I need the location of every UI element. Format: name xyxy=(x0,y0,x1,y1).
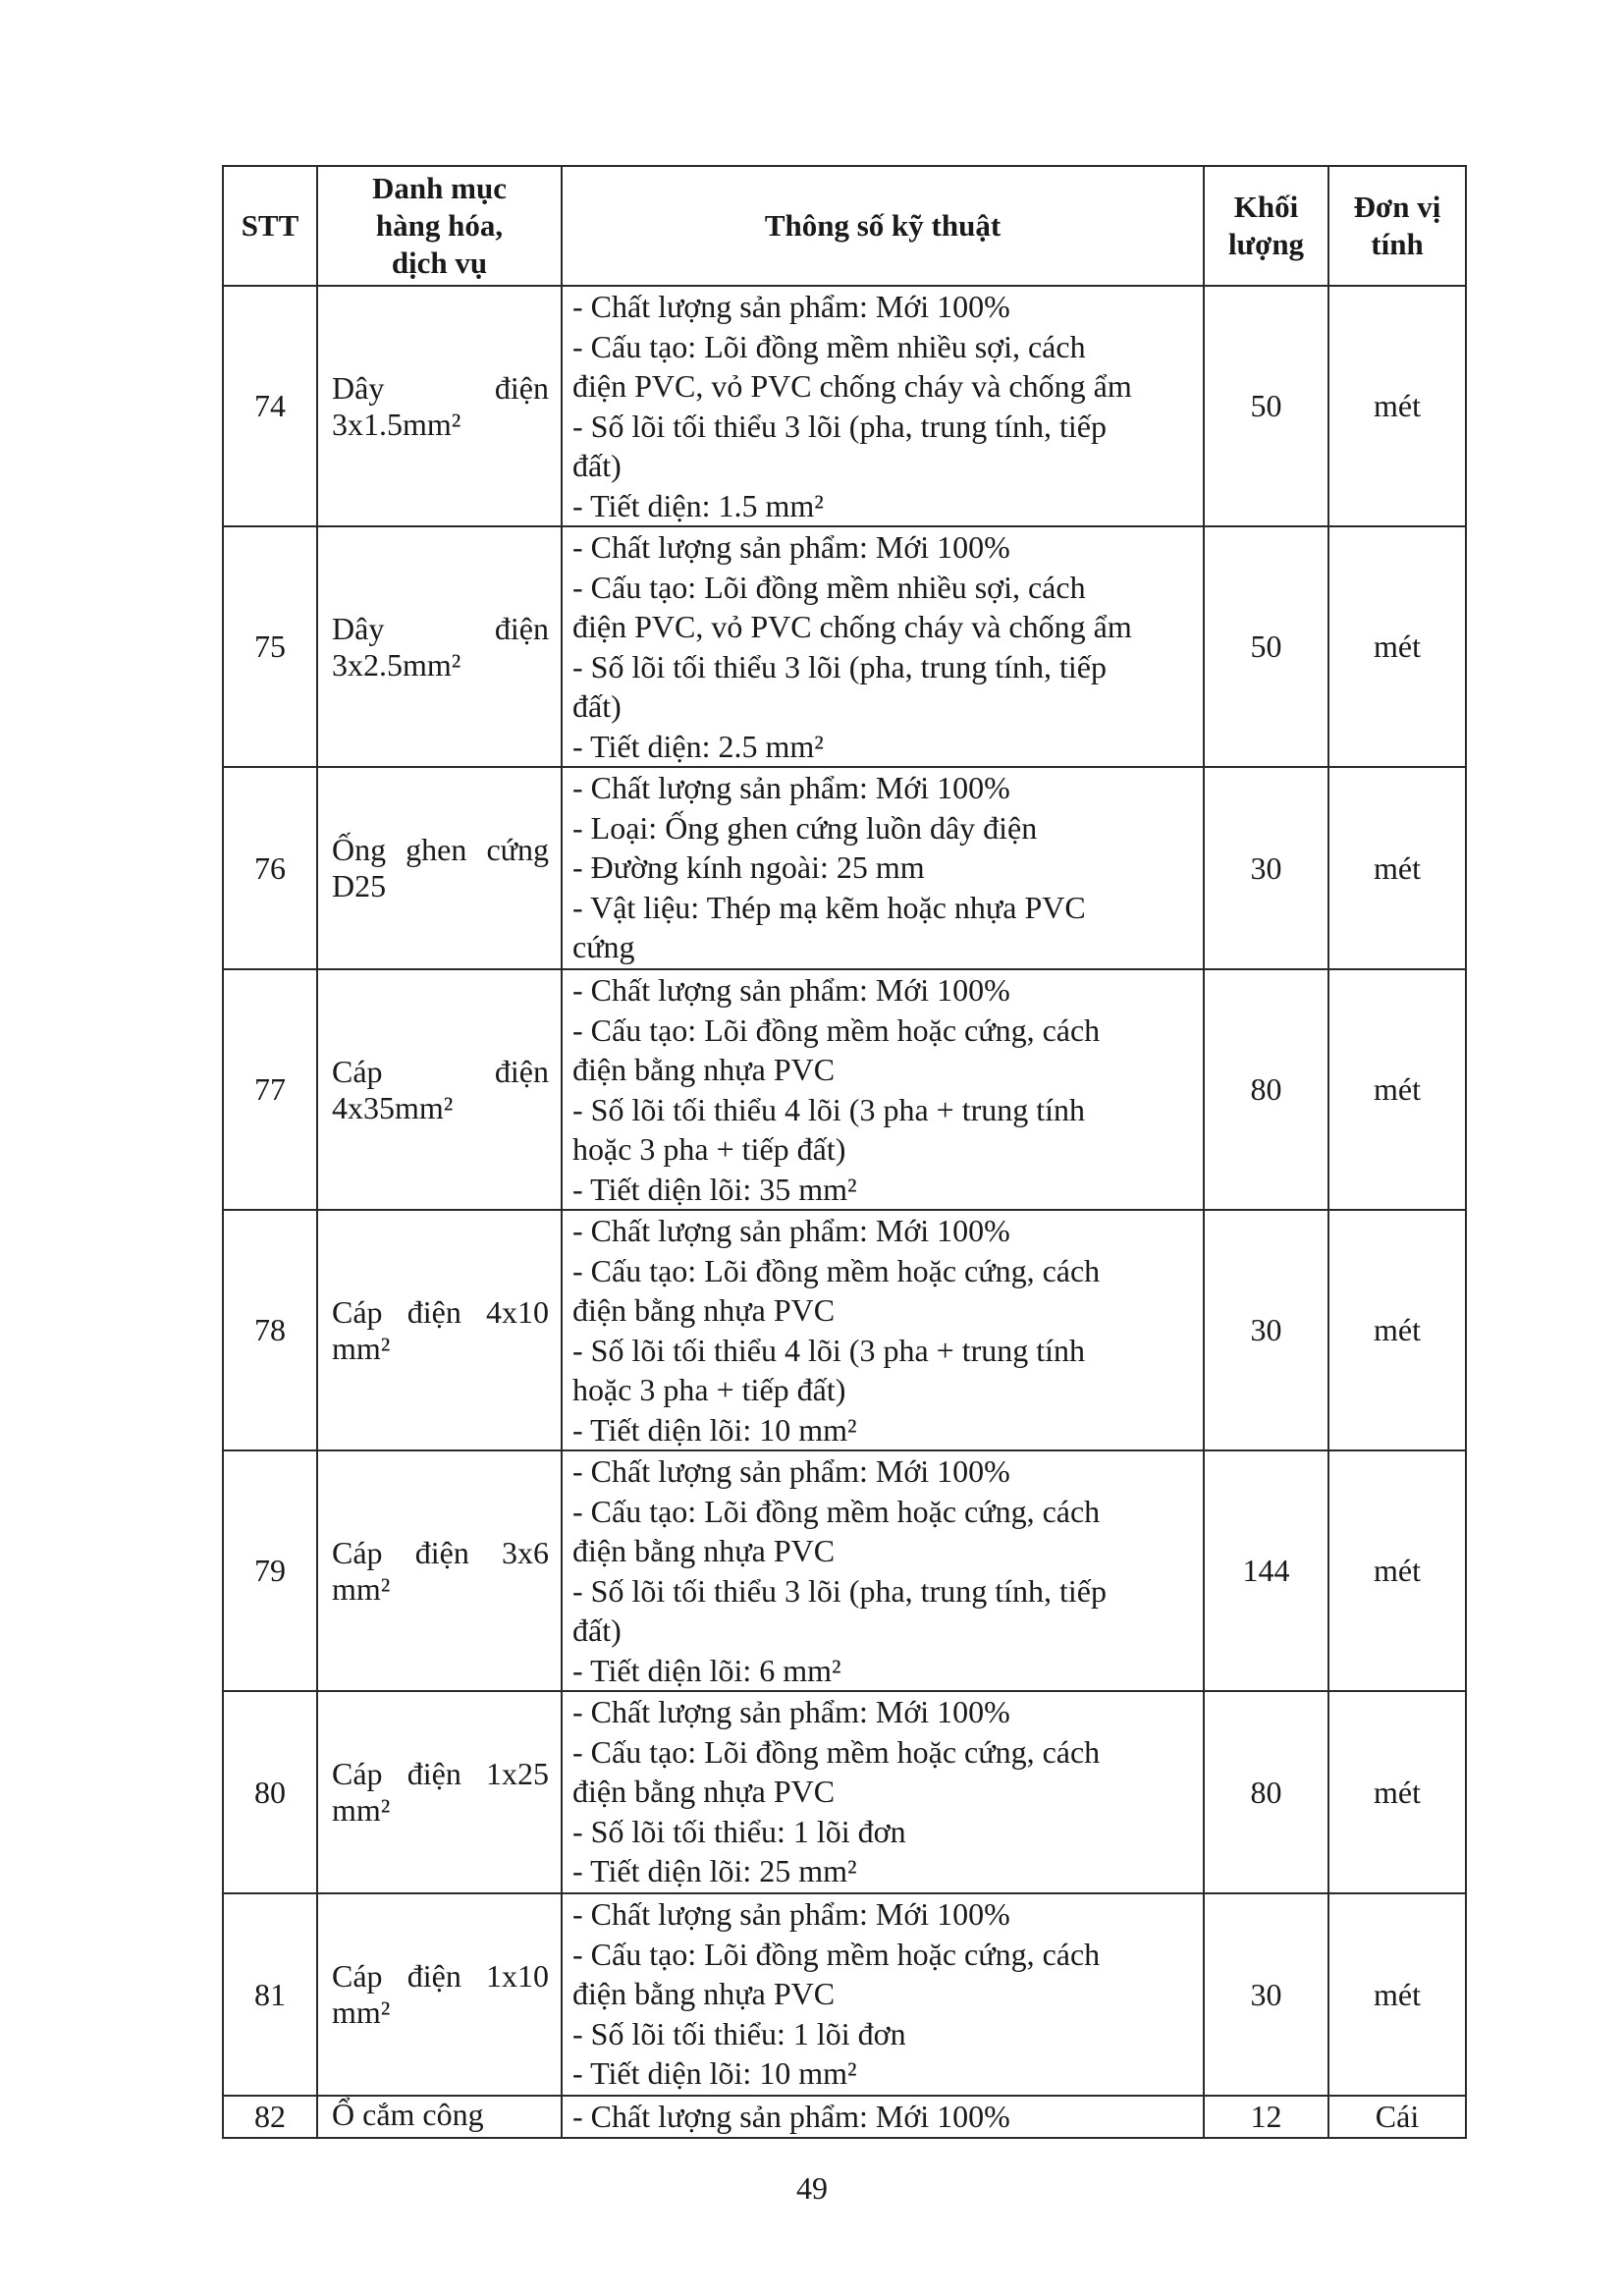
row-unit: mét xyxy=(1328,526,1466,767)
row-unit: mét xyxy=(1328,1210,1466,1450)
spec-line: - Chất lượng sản phẩm: Mới 100% xyxy=(572,1896,1010,1932)
row-qty: 144 xyxy=(1204,1450,1328,1691)
table-row xyxy=(223,1210,1466,1450)
row-item-name xyxy=(317,969,562,1210)
spec-line: đất) xyxy=(572,448,622,483)
row-qty: 80 xyxy=(1204,1691,1328,1893)
row-stt: 82 xyxy=(223,2096,317,2138)
spec-line: - Số lõi tối thiểu: 1 lõi đơn xyxy=(572,2015,906,2051)
row-item-name xyxy=(317,286,562,526)
spec-line: - Cấu tạo: Lõi đồng mềm hoặc cứng, cách xyxy=(572,1493,1101,1529)
table-row xyxy=(223,1691,1466,1893)
spec-line: điện PVC, vỏ PVC chống cháy và chống ẩm xyxy=(572,368,1132,404)
spec-line: điện bằng nhựa PVC xyxy=(572,1292,836,1328)
spec-line: điện bằng nhựa PVC xyxy=(572,1774,836,1809)
row-item-name-text: Dây điện 3x2.5mm² xyxy=(332,610,549,683)
row-qty: 30 xyxy=(1204,1893,1328,2096)
spec-line: - Số lõi tối thiểu 3 lõi (pha, trung tính, tiếp xyxy=(572,648,1107,684)
row-qty: 30 xyxy=(1204,767,1328,969)
table-row xyxy=(223,286,1466,526)
row-unit: mét xyxy=(1328,1893,1466,2096)
spec-line: - Chất lượng sản phẩm: Mới 100% xyxy=(572,770,1010,805)
row-item-name-text: Cáp điện 3x6 mm² xyxy=(332,1534,549,1607)
spec-line: - Tiết diện: 2.5 mm² xyxy=(572,728,824,764)
row-unit: mét xyxy=(1328,286,1466,526)
row-stt: 74 xyxy=(223,286,317,526)
row-unit: mét xyxy=(1328,1450,1466,1691)
row-item-name-text: Ống ghen cứng D25 xyxy=(332,832,549,903)
spec-line: - Cấu tạo: Lõi đồng mềm hoặc cứng, cách xyxy=(572,1011,1101,1048)
spec-line: điện bằng nhựa PVC xyxy=(572,1976,836,2011)
row-stt: 76 xyxy=(223,767,317,969)
spec-line: hoặc 3 pha + tiếp đất) xyxy=(572,1372,846,1407)
spec-line: - Số lõi tối thiểu 3 lõi (pha, trung tính, tiếp xyxy=(572,1572,1107,1609)
row-qty: 50 xyxy=(1204,286,1328,526)
spec-line: - Số lõi tối thiểu 3 lõi (pha, trung tính, tiếp xyxy=(572,408,1107,444)
spec-line: - Chất lượng sản phẩm: Mới 100% xyxy=(572,1453,1010,1489)
spec-line: - Chất lượng sản phẩm: Mới 100% xyxy=(572,2099,1010,2134)
row-item-name-text: Cáp điện 1x10 mm² xyxy=(332,1958,549,2030)
spec-line: - Cấu tạo: Lõi đồng mềm nhiều sợi, cách xyxy=(572,328,1086,364)
row-qty: 30 xyxy=(1204,1210,1328,1450)
row-qty: 12 xyxy=(1204,2096,1328,2138)
spec-line: - Cấu tạo: Lõi đồng mềm hoặc cứng, cách xyxy=(572,1733,1101,1770)
spec-line: - Cấu tạo: Lõi đồng mềm hoặc cứng, cách xyxy=(572,1252,1101,1288)
spec-line: - Tiết diện lõi: 25 mm² xyxy=(572,1853,857,1888)
spec-line: - Tiết diện lõi: 10 mm² xyxy=(572,2055,857,2091)
header-spec: Thông số kỹ thuật xyxy=(562,166,1204,286)
spec-line: - Tiết diện lõi: 6 mm² xyxy=(572,1652,841,1688)
header-stt: STT xyxy=(223,166,317,286)
table-row xyxy=(223,767,1466,969)
spec-line: - Vật liệu: Thép mạ kẽm hoặc nhựa PVC xyxy=(572,889,1086,925)
spec-line: - Tiết diện: 1.5 mm² xyxy=(572,487,824,523)
row-spec xyxy=(562,1893,1204,2096)
spec-line: - Số lõi tối thiểu 4 lõi (3 pha + trung tính xyxy=(572,1091,1086,1127)
row-item-name xyxy=(317,1450,562,1691)
table-row xyxy=(223,969,1466,1210)
specification-table xyxy=(222,165,1467,2139)
row-item-name xyxy=(317,1210,562,1450)
row-spec xyxy=(562,2096,1204,2138)
row-item-name-text: Dây điện 3x1.5mm² xyxy=(332,369,549,442)
header-qty: Khối lượng xyxy=(1204,166,1328,286)
spec-line: - Chất lượng sản phẩm: Mới 100% xyxy=(572,289,1010,324)
row-qty: 50 xyxy=(1204,526,1328,767)
spec-line: - Cấu tạo: Lõi đồng mềm nhiều sợi, cách xyxy=(572,569,1086,605)
table-row xyxy=(223,1893,1466,2096)
row-item-name-text: Ổ cắm công xyxy=(332,2097,484,2132)
row-unit: mét xyxy=(1328,767,1466,969)
spec-line: - Tiết diện lõi: 35 mm² xyxy=(572,1171,857,1207)
spec-line: - Chất lượng sản phẩm: Mới 100% xyxy=(572,972,1010,1008)
table-body xyxy=(223,286,1466,2138)
spec-line: - Tiết diện lõi: 10 mm² xyxy=(572,1411,857,1448)
spec-line: điện bằng nhựa PVC xyxy=(572,1533,836,1568)
spec-line: cứng xyxy=(572,929,635,964)
row-spec xyxy=(562,1210,1204,1450)
row-item-name-text: Cáp điện 4x35mm² xyxy=(332,1053,549,1125)
table-row xyxy=(223,2096,1466,2138)
row-item-name xyxy=(317,526,562,767)
spec-line: điện bằng nhựa PVC xyxy=(572,1052,836,1087)
spec-line: - Số lõi tối thiểu 4 lõi (3 pha + trung tính xyxy=(572,1332,1086,1368)
row-item-name-text: Cáp điện 1x25 mm² xyxy=(332,1756,549,1828)
table-row xyxy=(223,1450,1466,1691)
spec-line: hoặc 3 pha + tiếp đất) xyxy=(572,1131,846,1167)
spec-line: đất) xyxy=(572,1613,622,1648)
spec-line: điện PVC, vỏ PVC chống cháy và chống ẩm xyxy=(572,609,1132,644)
header-unit: Đơn vị tính xyxy=(1328,166,1466,286)
row-unit: mét xyxy=(1328,1691,1466,1893)
table-header-row xyxy=(223,166,1466,286)
spec-line: - Chất lượng sản phẩm: Mới 100% xyxy=(572,1213,1010,1248)
row-stt: 81 xyxy=(223,1893,317,2096)
row-stt: 77 xyxy=(223,969,317,1210)
spec-line: - Chất lượng sản phẩm: Mới 100% xyxy=(572,1694,1010,1729)
spec-line: - Cấu tạo: Lõi đồng mềm hoặc cứng, cách xyxy=(572,1936,1101,1972)
row-spec xyxy=(562,1691,1204,1893)
row-spec xyxy=(562,969,1204,1210)
row-item-name xyxy=(317,1691,562,1893)
row-stt: 80 xyxy=(223,1691,317,1893)
row-item-name xyxy=(317,2096,562,2138)
table-row xyxy=(223,526,1466,767)
row-item-name xyxy=(317,767,562,969)
row-unit: mét xyxy=(1328,969,1466,1210)
row-spec xyxy=(562,526,1204,767)
row-spec xyxy=(562,1450,1204,1691)
row-stt: 78 xyxy=(223,1210,317,1450)
spec-line: - Loại: Ống ghen cứng luồn dây điện xyxy=(572,809,1038,846)
spec-line: - Số lõi tối thiểu: 1 lõi đơn xyxy=(572,1813,906,1849)
row-item-name xyxy=(317,1893,562,2096)
spec-line: - Chất lượng sản phẩm: Mới 100% xyxy=(572,529,1010,565)
row-unit: Cái xyxy=(1328,2096,1466,2138)
row-item-name-text: Cáp điện 4x10 mm² xyxy=(332,1293,549,1366)
spec-line: đất) xyxy=(572,688,622,724)
row-spec xyxy=(562,286,1204,526)
page-number: 49 xyxy=(796,2170,828,2206)
row-stt: 79 xyxy=(223,1450,317,1691)
row-qty: 80 xyxy=(1204,969,1328,1210)
row-stt: 75 xyxy=(223,526,317,767)
header-name: Danh mục hàng hóa, dịch vụ xyxy=(317,166,562,286)
row-spec xyxy=(562,767,1204,969)
spec-line: - Đường kính ngoài: 25 mm xyxy=(572,849,925,885)
